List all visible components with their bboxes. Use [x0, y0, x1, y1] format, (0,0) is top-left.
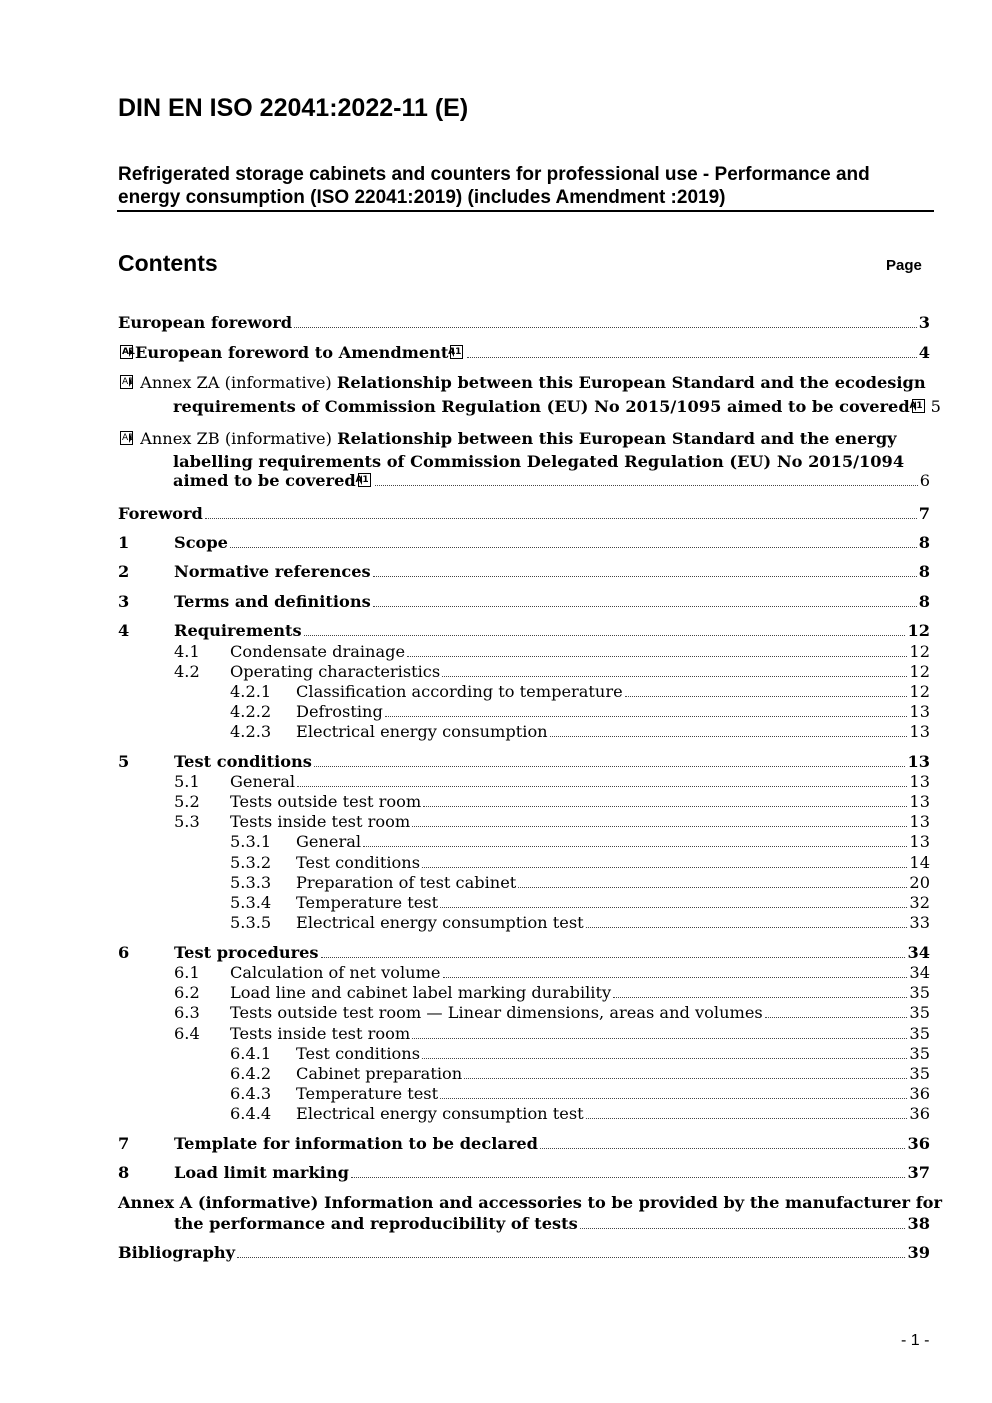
dot-leader: [518, 874, 907, 888]
toc-entry-foreword-amendment[interactable]: [118, 343, 930, 363]
toc-entry-title: Normative references: [174, 562, 371, 581]
toc-entry-7[interactable]: [118, 1134, 930, 1154]
toc-entry-annex-za[interactable]: [118, 397, 941, 417]
toc-entry-title: Test conditions: [296, 853, 421, 872]
toc-entry-title: Tests outside test room: [230, 792, 422, 811]
toc-entry-number: 8: [118, 1163, 130, 1182]
toc-entry-page: 13: [909, 832, 930, 851]
toc-entry-page: 35: [909, 1003, 930, 1022]
annex-prefix: Annex ZB (informative): [140, 429, 332, 448]
dot-leader: [422, 854, 907, 868]
toc-entry-page: 6: [919, 471, 930, 490]
annex-title-line: labelling requirements of Commission Delegated Regulation (EU) No 2015/1094: [173, 452, 905, 471]
toc-entry-number: 6.1: [174, 963, 200, 982]
toc-entry-6-3[interactable]: [118, 1003, 930, 1023]
toc-entry-title: Terms and definitions: [174, 592, 371, 611]
amendment-end-icon: A1: [448, 347, 462, 357]
toc-entry-annex-a[interactable]: [118, 1214, 930, 1234]
toc-entry-title: Scope: [174, 533, 228, 552]
toc-entry-5-1[interactable]: [118, 772, 930, 792]
toc-entry-title: Test procedures: [174, 943, 319, 962]
amendment-start-icon: A1: [122, 433, 134, 443]
dot-leader: [412, 813, 907, 827]
toc-entry-6-4-3[interactable]: [118, 1084, 930, 1104]
toc-entry-number: 5.3.1: [230, 832, 272, 851]
dot-leader: [550, 723, 908, 737]
toc-entry-title: Tests inside test room: [230, 1024, 411, 1043]
annex-prefix: Annex ZA (informative): [140, 373, 332, 392]
toc-entry-annex-a-line1[interactable]: Annex A (informative) Information and accessories to be provided by the manufacturer for: [118, 1193, 942, 1212]
toc-entry-page: 3: [918, 313, 930, 332]
toc-entry-4-2-3[interactable]: [118, 722, 930, 742]
toc-entry-page: 39: [907, 1243, 930, 1262]
dot-leader: [580, 1215, 906, 1229]
toc-entry-foreword[interactable]: [118, 504, 930, 524]
contents-heading: Contents: [118, 250, 218, 276]
dot-leader: [321, 944, 906, 958]
dot-leader: [586, 1105, 908, 1119]
dot-leader: [464, 1065, 907, 1079]
toc-entry-page: 8: [918, 562, 930, 581]
toc-entry-title: Preparation of test cabinet: [296, 873, 517, 892]
dot-leader: [625, 683, 908, 697]
toc-entry-annex-zb[interactable]: [118, 471, 930, 491]
toc-entry-title: Temperature test: [296, 1084, 439, 1103]
toc-entry-number: 4.2.3: [230, 722, 272, 741]
toc-entry-page: 12: [909, 682, 930, 701]
toc-entry-5[interactable]: [118, 752, 930, 772]
amendment-start-icon: A1: [122, 347, 136, 357]
toc-entry-6-2[interactable]: [118, 983, 930, 1003]
toc-entry-page: 37: [907, 1163, 930, 1182]
toc-entry-annex-za-line1[interactable]: [118, 373, 926, 393]
toc-entry-3[interactable]: [118, 592, 930, 612]
toc-entry-page: 13: [909, 702, 930, 721]
toc-entry-number: 1: [118, 533, 130, 552]
toc-entry-title: Bibliography: [118, 1243, 236, 1262]
toc-entry-number: 6: [118, 943, 130, 962]
toc-entry-number: 5.1: [174, 772, 200, 791]
document-subtitle: Refrigerated storage cabinets and counters for professional use - Performance and energy consumption (ISO 22041:2019) (includes Amendment :2019): [118, 164, 870, 208]
toc-entry-page: 12: [907, 621, 930, 640]
toc-entry-page: 7: [918, 504, 930, 523]
toc-entry-page: 36: [907, 1134, 930, 1153]
toc-entry-number: 5.3.4: [230, 893, 272, 912]
amendment-end-icon: A1: [909, 401, 923, 411]
dot-leader: [230, 534, 917, 548]
dot-leader: [314, 753, 906, 767]
toc-entry-number: 4.2.1: [230, 682, 272, 701]
toc-entry-number: 5.2: [174, 792, 200, 811]
toc-entry-title: Template for information to be declared: [174, 1134, 538, 1153]
toc-entry-title: the performance and reproducibility of tests: [174, 1214, 578, 1233]
toc-entry-5-3-5[interactable]: [118, 913, 930, 933]
toc-entry-page: 35: [909, 1044, 930, 1063]
toc-entry-page: 35: [909, 1064, 930, 1083]
dot-leader: [422, 1045, 907, 1059]
toc-entry-page: 38: [907, 1214, 930, 1233]
toc-entry-5-3-2[interactable]: [118, 853, 930, 873]
annex-title-line: Relationship between this European Standard and the energy: [337, 429, 897, 448]
toc-entry-4[interactable]: [118, 621, 930, 641]
dot-leader: [412, 1025, 907, 1039]
toc-entry-title: Electrical energy consumption: [296, 722, 548, 741]
toc-entry-title-wrap: [118, 343, 465, 363]
document-id: DIN EN ISO 22041:2022-11 (E): [118, 94, 469, 122]
toc-entry-number: 6.4.3: [230, 1084, 272, 1103]
toc-entry-title: Load limit marking: [174, 1163, 349, 1182]
dot-leader: [407, 643, 907, 657]
toc-entry-title: Classification according to temperature: [296, 682, 623, 701]
toc-entry-number: 5.3.5: [230, 913, 272, 932]
toc-entry-page: 12: [909, 642, 930, 661]
toc-entry-2[interactable]: [118, 562, 930, 582]
toc-entry-4-2-2[interactable]: [118, 702, 930, 722]
dot-leader: [442, 663, 907, 677]
toc-entry-number: 6.2: [174, 983, 200, 1002]
dot-leader: [294, 314, 917, 328]
toc-entry-page: 34: [907, 943, 930, 962]
toc-entry-title-wrap: [173, 471, 373, 491]
toc-entry-number: 5.3.2: [230, 853, 272, 872]
toc-entry-page: 34: [909, 963, 930, 982]
toc-entry-number: 6.4.4: [230, 1104, 272, 1123]
toc-entry-5-3[interactable]: [118, 812, 930, 832]
toc-entry-number: 6.4.2: [230, 1064, 272, 1083]
toc-entry-number: 4.2.2: [230, 702, 272, 721]
toc-entry-page: 14: [909, 853, 930, 872]
toc-entry-5-3-4[interactable]: [118, 893, 930, 913]
toc-entry-title: Foreword: [118, 504, 203, 523]
toc-entry-number: 7: [118, 1134, 130, 1153]
toc-entry-title: Temperature test: [296, 893, 439, 912]
dot-leader: [363, 833, 907, 847]
dot-leader: [540, 1135, 905, 1149]
annex-title-line: Relationship between this European Standard and the ecodesign: [336, 373, 926, 392]
dot-leader: [385, 703, 908, 717]
dot-leader: [765, 1004, 908, 1018]
toc-entry-title: Operating characteristics: [230, 662, 441, 681]
toc-entry-annex-zb-line1[interactable]: [118, 429, 897, 449]
dot-leader: [351, 1164, 906, 1178]
page-column-heading: Page: [886, 257, 922, 274]
toc-entry-number: 6.3: [174, 1003, 200, 1022]
toc-entry-page: 13: [909, 792, 930, 811]
title-rule: [117, 210, 934, 212]
toc-entry-4-2-1[interactable]: [118, 682, 930, 702]
toc-entry-6-1[interactable]: [118, 963, 930, 983]
dot-leader: [443, 964, 908, 978]
toc-entry-title: General: [230, 772, 296, 791]
toc-entry-page: 8: [918, 592, 930, 611]
toc-entry-page: 12: [909, 662, 930, 681]
toc-entry-number: 5: [118, 752, 130, 771]
dot-leader: [586, 914, 908, 928]
toc-entry-page: 13: [909, 812, 930, 831]
toc-entry-page: 13: [909, 772, 930, 791]
toc-entry-title: requirements of Commission Regulation (EU) No 2015/1095 aimed to be covered: [173, 397, 910, 416]
toc-entry-page: 4: [918, 343, 930, 362]
toc-entry-page: 13: [909, 722, 930, 741]
toc-entry-1[interactable]: [118, 533, 930, 553]
toc-entry-6-4-2[interactable]: [118, 1064, 930, 1084]
toc-entry-european-foreword[interactable]: [118, 313, 930, 333]
toc-entry-bibliography[interactable]: [118, 1243, 930, 1263]
toc-entry-6-4-4[interactable]: [118, 1104, 930, 1124]
amendment-end-icon: A1: [355, 475, 369, 485]
toc-entry-title: Test conditions: [174, 752, 312, 771]
toc-entry-page: 20: [909, 873, 930, 892]
dot-leader: [467, 344, 916, 358]
toc-entry-title: Defrosting: [296, 702, 383, 721]
toc-entry-page: 5: [930, 397, 941, 416]
toc-entry-6[interactable]: [118, 943, 930, 963]
toc-entry-title-wrap: [173, 397, 927, 417]
toc-entry-title: General: [296, 832, 362, 851]
toc-entry-number: 3: [118, 592, 130, 611]
toc-entry-8[interactable]: [118, 1163, 930, 1183]
dot-leader: [613, 984, 907, 998]
dot-leader: [423, 793, 907, 807]
dot-leader: [297, 773, 907, 787]
toc-entry-number: 4.2: [174, 662, 200, 681]
toc-entry-6-4[interactable]: [118, 1024, 930, 1044]
toc-entry-4-1[interactable]: [118, 642, 930, 662]
toc-entry-title: Cabinet preparation: [296, 1064, 463, 1083]
toc-entry-page: 33: [909, 913, 930, 932]
toc-entry-number: 6.4.1: [230, 1044, 272, 1063]
toc-entry-title: Test conditions: [296, 1044, 421, 1063]
dot-leader: [237, 1244, 905, 1258]
toc-entry-number: 4: [118, 621, 130, 640]
dot-leader: [440, 1085, 907, 1099]
toc-entry-5-3-1[interactable]: [118, 832, 930, 852]
toc-entry-title: European foreword: [118, 313, 293, 332]
toc-entry-5-2[interactable]: [118, 792, 930, 812]
toc-entry-4-2[interactable]: [118, 662, 930, 682]
dot-leader: [440, 894, 907, 908]
toc-entry-number: 4.1: [174, 642, 200, 661]
dot-leader: [373, 563, 917, 577]
toc-entry-title: Electrical energy consumption test: [296, 1104, 584, 1123]
toc-entry-title: Tests outside test room — Linear dimensions, areas and volumes: [230, 1003, 763, 1022]
toc-entry-title: aimed to be covered: [173, 471, 356, 490]
toc-entry-title: European foreword to Amendment: [135, 343, 449, 362]
dot-leader: [373, 593, 917, 607]
toc-entry-title: Electrical energy consumption test: [296, 913, 584, 932]
toc-entry-title: Condensate drainage: [230, 642, 406, 661]
amendment-start-icon: A1: [122, 377, 134, 387]
toc-entry-number: 6.4: [174, 1024, 200, 1043]
toc-entry-page: 36: [909, 1104, 930, 1123]
dot-leader: [304, 622, 906, 636]
toc-entry-title: Calculation of net volume: [230, 963, 441, 982]
toc-entry-number: 5.3.3: [230, 873, 272, 892]
toc-entry-number: 5.3: [174, 812, 200, 831]
toc-entry-number: 2: [118, 562, 130, 581]
dot-leader: [205, 505, 917, 519]
toc-entry-title: Load line and cabinet label marking durability: [230, 983, 612, 1002]
toc-entry-page: 8: [918, 533, 930, 552]
toc-entry-page: 32: [909, 893, 930, 912]
toc-entry-title: Tests inside test room: [230, 812, 411, 831]
page-number: - 1 -: [901, 1332, 930, 1349]
toc-entry-6-4-1[interactable]: [118, 1044, 930, 1064]
toc-entry-title: Requirements: [174, 621, 302, 640]
toc-entry-page: 36: [909, 1084, 930, 1103]
toc-entry-page: 35: [909, 1024, 930, 1043]
dot-leader: [375, 472, 918, 486]
toc-entry-page: 35: [909, 983, 930, 1002]
toc-entry-5-3-3[interactable]: [118, 873, 930, 893]
toc-entry-page: 13: [907, 752, 930, 771]
